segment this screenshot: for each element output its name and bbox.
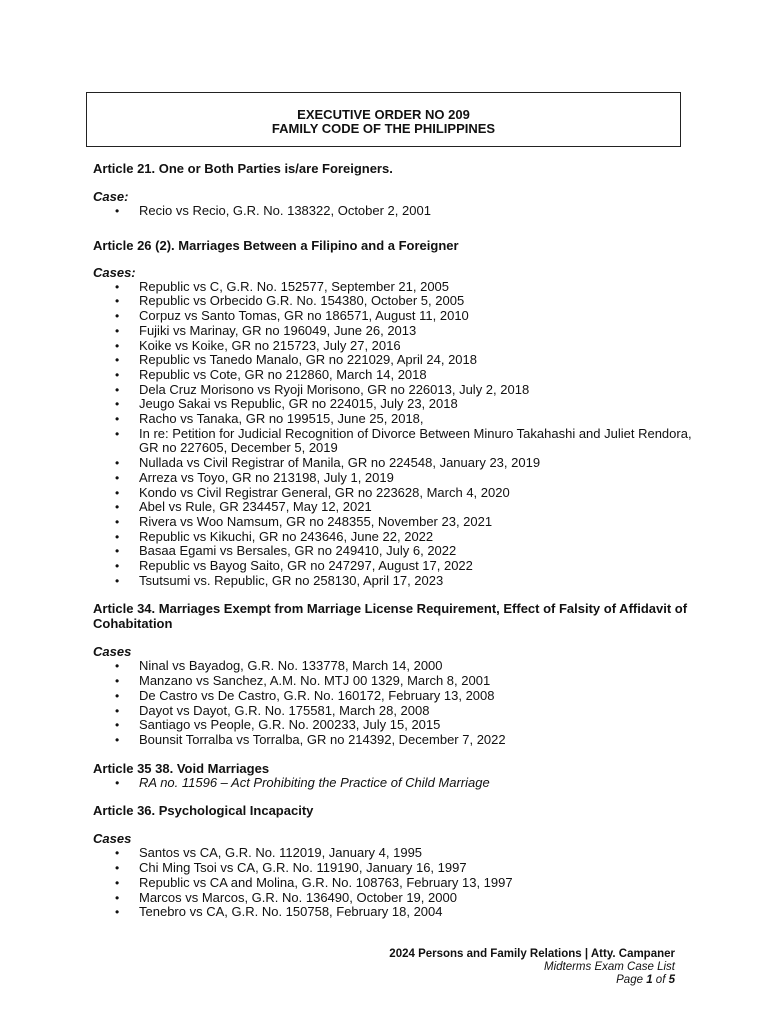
page-current: 1 (646, 974, 653, 986)
list-item: • Republic vs Orbecido G.R. No. 154380, October 5, 2005 (93, 294, 693, 309)
case-label: Case: (93, 189, 129, 204)
article-21-heading: Article 21. One or Both Parties is/are Foreigners. (93, 161, 393, 176)
list-item: • Fujiki vs Marinay, GR no 196049, June 26, 2013 (93, 324, 693, 339)
page-of: of (652, 974, 669, 986)
list-item: • Corpuz vs Santo Tomas, GR no 186571, August 11, 2010 (93, 309, 693, 324)
cases-label: Cases (93, 644, 132, 660)
list-item: • Santiago vs People, G.R. No. 200233, July 15, 2015 (93, 718, 693, 733)
list-item: • Koike vs Koike, GR no 215723, July 27, 2016 (93, 339, 693, 354)
list-item: • In re: Petition for Judicial Recognition of Divorce Between Minuro Takahashi and Juliet Rendora, GR no 227605, December 5, 2019 (93, 427, 693, 456)
law-list-article-35-38 (93, 776, 693, 791)
list-item: • Bounsit Torralba vs Torralba, GR no 214392, December 7, 2022 (93, 733, 693, 748)
list-item: • Tsutsumi vs. Republic, GR no 258130, April 17, 2023 (93, 574, 693, 589)
footer-subtitle: Midterms Exam Case List (543, 961, 675, 973)
article-26-heading: Article 26 (2). Marriages Between a Filipino and a Foreigner (93, 237, 459, 253)
list-item: • Dayot vs Dayot, G.R. No. 175581, March 28, 2008 (93, 704, 693, 719)
page-prefix: Page (616, 974, 647, 986)
article-36-heading: Article 36. Psychological Incapacity (93, 803, 314, 819)
list-item: • Kondo vs Civil Registrar General, GR no 223628, March 4, 2020 (93, 486, 693, 501)
list-item: • Dela Cruz Morisono vs Ryoji Morisono, GR no 226013, July 2, 2018 (93, 383, 693, 398)
cases-label: Cases: (93, 264, 136, 280)
list-item: • Republic vs CA and Molina, G.R. No. 108763, February 13, 1997 (93, 876, 693, 891)
footer-course-title: 2024 Persons and Family Relations | Atty. Campaner (389, 948, 675, 960)
list-item: • Jeugo Sakai vs Republic, GR no 224015, July 23, 2018 (93, 397, 693, 412)
list-item: • Arreza vs Toyo, GR no 213198, July 1, 2019 (93, 471, 693, 486)
list-item: • Chi Ming Tsoi vs CA, G.R. No. 119190, January 16, 1997 (93, 861, 693, 876)
list-item: • Manzano vs Sanchez, A.M. No. MTJ 00 1329, March 8, 2001 (93, 674, 693, 689)
list-item: • Republic vs Cote, GR no 212860, March 14, 2018 (93, 368, 693, 383)
page-number (389, 974, 675, 987)
article-35-38-heading: Article 35 38. Void Marriages (93, 760, 270, 776)
list-item: • Republic vs Kikuchi, GR no 243646, June 22, 2022 (93, 530, 693, 545)
case-list-article-36 (93, 846, 693, 920)
cases-label: Cases (93, 831, 132, 847)
list-item: • Santos vs CA, G.R. No. 112019, January 4, 1995 (93, 846, 693, 861)
list-item: • Racho vs Tanaka, GR no 199515, June 25, 2018, (93, 412, 693, 427)
list-item: • Tenebro vs CA, G.R. No. 150758, February 18, 2004 (93, 905, 693, 920)
list-item: • Marcos vs Marcos, G.R. No. 136490, October 19, 2000 (93, 891, 693, 906)
document-body (93, 161, 693, 920)
case-list-article-34 (93, 659, 693, 747)
list-item: • Republic vs C, G.R. No. 152577, September 21, 2005 (93, 280, 693, 295)
page-total: 5 (668, 974, 675, 986)
case-list-article-21 (93, 204, 693, 219)
list-item: • Recio vs Recio, G.R. No. 138322, October 2, 2001 (93, 204, 693, 219)
list-item: • Basaa Egami vs Bersales, GR no 249410, July 6, 2022 (93, 544, 693, 559)
document-title-box (86, 92, 681, 147)
document-subtitle: FAMILY CODE OF THE PHILIPPINES (271, 121, 496, 136)
document-title: EXECUTIVE ORDER NO 209 (297, 107, 470, 122)
list-item: • Ninal vs Bayadog, G.R. No. 133778, March 14, 2000 (93, 659, 693, 674)
list-item: • Nullada vs Civil Registrar of Manila, GR no 224548, January 23, 2019 (93, 456, 693, 471)
list-item: • Republic vs Tanedo Manalo, GR no 221029, April 24, 2018 (93, 353, 693, 368)
article-34-heading: Article 34. Marriages Exempt from Marriage License Requirement, Effect of Falsity of Affidavit of Cohabitation (93, 601, 688, 632)
list-item: • De Castro vs De Castro, G.R. No. 160172, February 13, 2008 (93, 689, 693, 704)
case-list-article-26 (93, 280, 693, 589)
list-item: • Rivera vs Woo Namsum, GR no 248355, November 23, 2021 (93, 515, 693, 530)
list-item: • RA no. 11596 – Act Prohibiting the Practice of Child Marriage (93, 776, 693, 791)
list-item: • Republic vs Bayog Saito, GR no 247297, August 17, 2022 (93, 559, 693, 574)
list-item: • Abel vs Rule, GR 234457, May 12, 2021 (93, 500, 693, 515)
page-footer (389, 948, 675, 987)
